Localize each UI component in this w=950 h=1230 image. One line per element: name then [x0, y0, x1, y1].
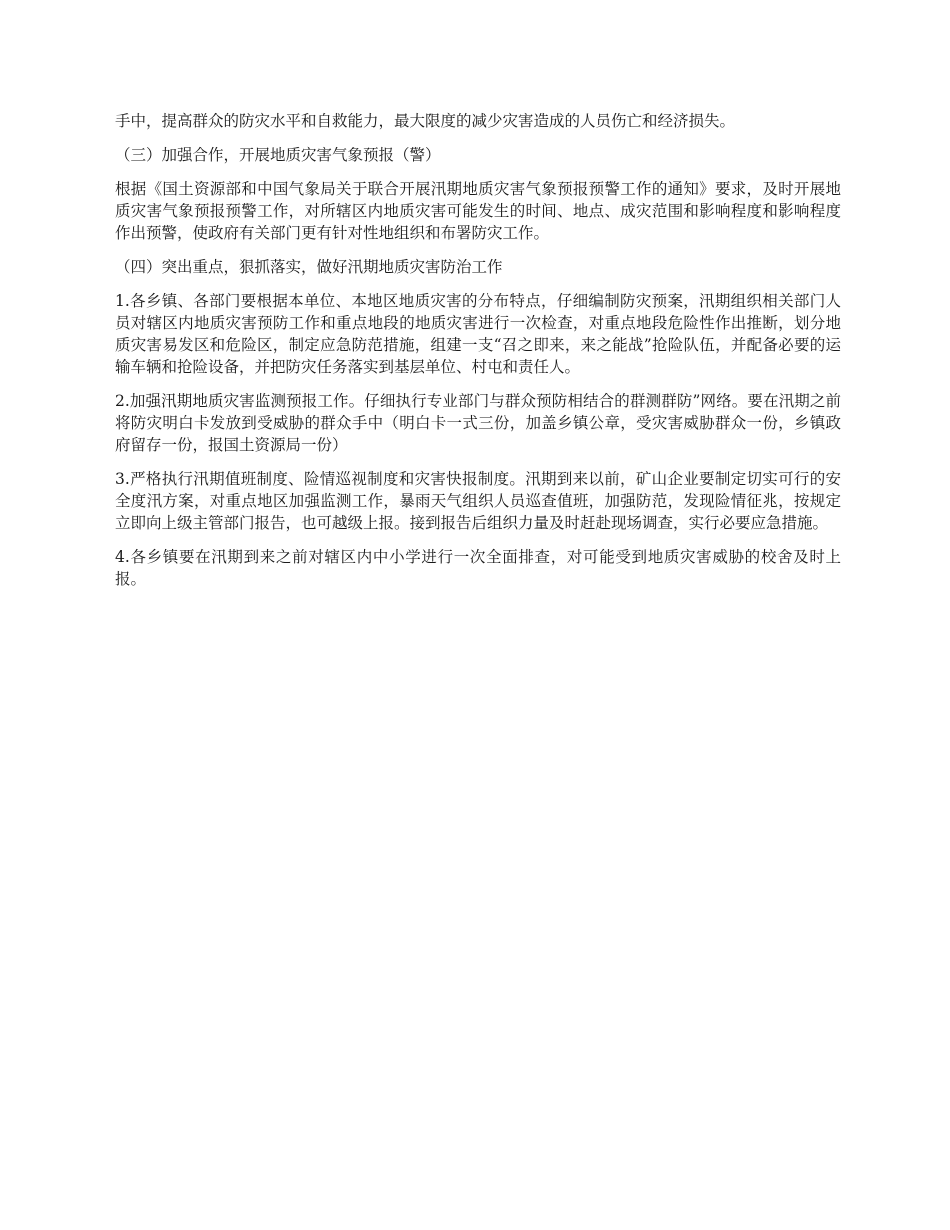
section-heading-4: （四）突出重点，狠抓落实，做好汛期地质灾害防治工作 [115, 258, 503, 276]
list-item-2: 2.加强汛期地质灾害监测预报工作。仔细执行专业部门与群众预防相结合的群测群防”网络。要在汛期之前将防灾明白卡发放到受威胁的群众手中（明白卡一式三份，加盖乡镇公章，受灾害威胁群众一份，乡镇政府留存一份，报国土资源局一份） [115, 392, 841, 454]
list-item-1: 1.各乡镇、各部门要根据本单位、本地区地质灾害的分布特点，仔细编制防灾预案，汛期组织相关部门人员对辖区内地质灾害预防工作和重点地段的地质灾害进行一次检查，对重点地段危险性作出推断，划分地质灾害易发区和危险区，制定应急防范措施，组建一支“召之即来，来之能战”抢险队伍，并配备必要的运输车辆和抢险设备，并把防灾任务落实到基层单位、村屯和责任人。 [115, 292, 841, 376]
list-item-4: 4.各乡镇要在汛期到来之前对辖区内中小学进行一次全面排查，对可能受到地质灾害威胁的校舍及时上报。 [115, 548, 841, 588]
document-page [115, 110, 841, 602]
paragraph-forecast: 根据《国土资源部和中国气象局关于联合开展汛期地质灾害气象预报预警工作的通知》要求，及时开展地质灾害气象预报预警工作，对所辖区内地质灾害可能发生的时间、地点、成灾范围和影响程度和影响程度作出预警，使政府有关部门更有针对性地组织和布署防灾工作。 [115, 180, 841, 242]
paragraph-continuation: 手中，提高群众的防灾水平和自救能力，最大限度的减少灾害造成的人员伤亡和经济损失。 [115, 112, 736, 130]
list-item-3: 3.严格执行汛期值班制度、险情巡视制度和灾害快报制度。汛期到来以前，矿山企业要制定切实可行的安全度汛方案，对重点地区加强监测工作，暴雨天气组织人员巡查值班，加强防范，发现险情征兆，按规定立即向上级主管部门报告，也可越级上报。接到报告后组织力量及时赶赴现场调查，实行必要应急措施。 [115, 470, 841, 532]
section-heading-3: （三）加强合作，开展地质灾害气象预报（警） [115, 146, 441, 164]
